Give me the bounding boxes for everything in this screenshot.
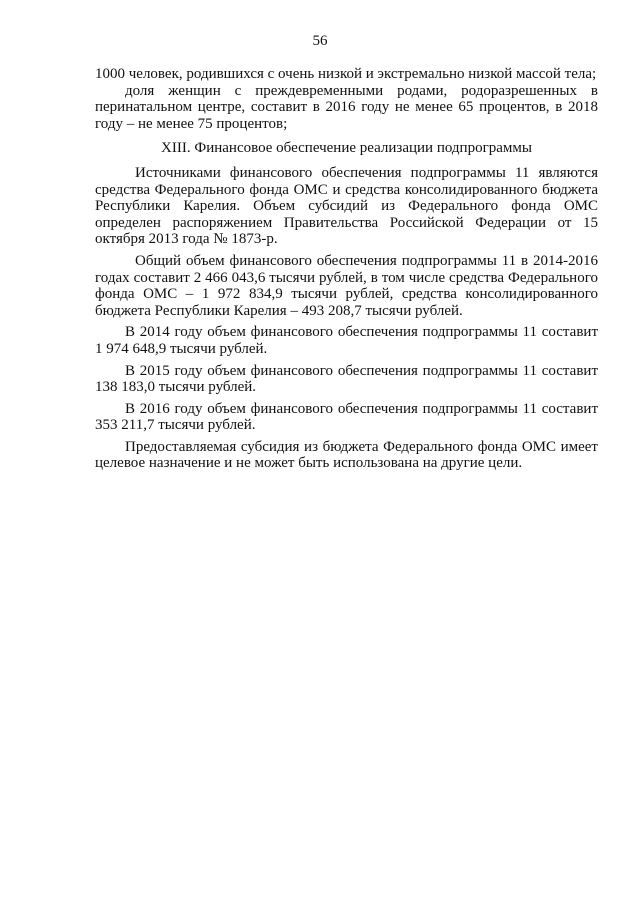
paragraph-funding-2015: В 2015 году объем финансового обеспечения подпрограммы 11 составит 138 183,0 тысячи рублей. — [95, 362, 598, 396]
paragraph-birth-weight: 1000 человек, родившихся с очень низкой и экстремально низкой массой тела; — [95, 66, 597, 82]
paragraph-funding-sources: Источниками финансового обеспечения подпрограммы 11 являются средства Федерального фонда ОМС и средства консолидированного бюджета Республики Карелия. Объем субсидий из Федерального фонда ОМС определен распоряжением Правительства Российской Федерации от 15 октября 2013 года № 1873-р. — [95, 164, 598, 248]
section-heading: XIII. Финансовое обеспечение реализации подпрограммы — [161, 140, 532, 157]
paragraph-subsidy-purpose: Предоставляемая субсидия из бюджета Федерального фонда ОМС имеет целевое назначение и не может быть использована на другие цели. — [95, 438, 598, 472]
paragraph-premature-births: доля женщин с преждевременными родами, родоразрешенных в перинатальном центре, составит в 2016 году не менее 65 процентов, в 2018 году – не менее 75 процентов; — [95, 82, 598, 132]
page-number: 56 — [312, 33, 328, 49]
paragraph-funding-2014: В 2014 году объем финансового обеспечения подпрограммы 11 составит 1 974 648,9 тысячи рублей. — [95, 324, 598, 357]
paragraph-funding-2016: В 2016 году объем финансового обеспечения подпрограммы 11 составит 353 211,7 тысячи рублей. — [95, 400, 598, 434]
document-body — [95, 66, 598, 472]
paragraph-total-funding: Общий объем финансового обеспечения подпрограммы 11 в 2014-2016 годах составит 2 466 043,6 тысячи рублей, в том числе средства Федерального фонда ОМС – 1 972 834,9 тысячи рублей, средства консолидированного бюджета Республики Карелия – 493 208,7 тысячи рублей. — [95, 252, 598, 319]
